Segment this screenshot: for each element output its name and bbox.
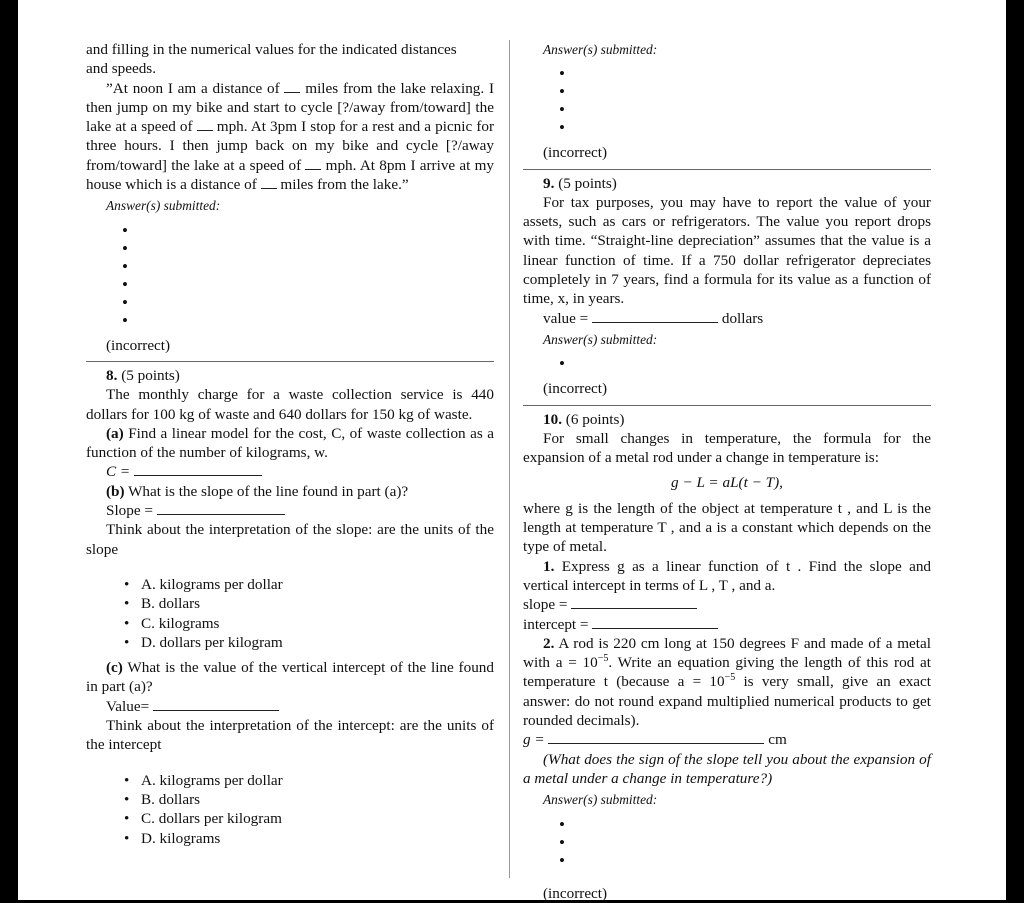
answer-list [523,355,931,373]
column-divider [509,40,510,878]
left-column [86,40,494,848]
intro-line: and speeds. [86,60,157,78]
intercept-option[interactable]: • C. dollars per kilogram [86,809,494,828]
answer-bullet [523,355,931,373]
answer-list [86,222,494,330]
answer-label: Slope = [106,502,153,520]
status-text: (incorrect) [543,884,608,902]
part-text: . Write an equation giving the length of this rod at temperature t (because a = 10 [523,654,931,691]
part-label: 2. [543,634,555,652]
part-text: What is the value of the vertical intercept of the line found in part (a)? [86,659,494,696]
slope-sign-question: (What does the sign of the slope tell you about the expansion of a metal under a change in temperature?) [523,750,931,787]
right-column [523,40,931,903]
value-answer-row [523,309,931,328]
answers-submitted-label: Answer(s) submitted: [543,792,658,808]
answer-bullet [523,119,931,137]
part-text: Find a linear model for the cost, C, of waste collection as a function of the number of kilograms, w. [86,424,494,462]
blank-speed-2 [305,157,321,170]
value-answer-row [86,697,494,716]
answer-bullet [523,816,931,834]
question-number: 9. [543,174,555,192]
question-number: 10. [543,410,562,428]
question-9-header [523,174,931,193]
answer-bullet [523,852,931,870]
section-rule [523,169,931,170]
part-c [86,658,494,697]
exponent: −5 [724,672,736,684]
story-paragraph [86,79,494,195]
answer-bullet [86,222,494,240]
intercept-option[interactable]: • D. kilograms [86,829,494,848]
answer-bullet [523,65,931,83]
intro-line: and filling in the numerical values for the indicated distances [86,41,457,58]
unit-label: dollars [721,309,764,327]
answer-label: Value= [106,697,150,715]
section-rule [523,405,931,406]
question-8-text: The monthly charge for a waste collection service is 440 dollars for 100 kg of waste and 640 dollars for 150 kg of waste. [86,386,494,423]
g-answer-row [523,730,931,749]
expansion-equation: g − L = aL(t − T), [671,474,783,492]
section-rule [86,361,494,362]
blank-speed-1 [197,118,213,131]
exponent: −5 [597,653,609,665]
value-answer-field[interactable] [592,310,718,323]
status-text: (incorrect) [543,144,608,162]
question-number: 8. [106,366,118,384]
story-text: mph. At 8pm I arrive at my house which is a distance of [86,156,495,194]
part-text: A rod is 220 cm long at 150 degrees F and made of a metal with a = 10 [523,634,931,672]
document-page [18,0,1006,900]
intercept-answer-field[interactable] [592,616,718,629]
answer-label: value = [543,309,589,327]
slope-answer-row [523,595,931,614]
value-answer-field[interactable] [153,698,279,711]
part-label: (a) [106,424,124,442]
status-text: (incorrect) [543,380,608,398]
slope-options [86,575,494,652]
question-9-text: For tax purposes, you may have to report the value of your assets, such as cars or refrigerators. The value you report drops with time. “Straight-line depreciation” assumes that the value is a linear function of time. If a 750 dollar refrigerator depreciates completely in 7 years, find a formula for its value as a function of time, x, in years. [523,193,931,308]
blank-distance-2 [261,176,277,189]
question-points: (5 points) [121,366,180,384]
intercept-option[interactable]: • A. kilograms per dollar [86,771,494,790]
answer-bullet [86,276,494,294]
intercept-answer-row [523,615,931,634]
question-10-header [523,410,931,429]
part-label: (b) [106,482,125,500]
answer-bullet [523,101,931,119]
unit-label: cm [768,731,787,749]
answer-bullet [86,240,494,258]
part-1 [523,557,931,596]
status-text: (incorrect) [106,336,171,354]
part-text: is very small, give an exact answer: do not round expand multiplied numerical products to get rounded decimals). [523,673,931,730]
answers-submitted-label: Answer(s) submitted: [543,42,658,57]
part-text: Express g as a linear function of t . Find the slope and vertical intercept in terms of L , T , and a. [523,557,932,594]
answers-submitted-label: Answer(s) submitted: [106,198,221,214]
answer-bullet [523,834,931,852]
answers-submitted-label: Answer(s) submitted: [543,331,658,347]
answer-label: g = [523,731,545,749]
story-text: mph. At 3pm I stop for a rest and a picnic for three hours. I then jump back on my bike and cycle [?/away from/toward] the lake at a speed of [86,118,495,174]
part-label: 1. [543,557,555,575]
answer-bullet [86,258,494,276]
slope-option[interactable]: • D. dollars per kilogram [86,633,494,652]
blank-distance-1 [284,80,300,93]
slope-think-text: Think about the interpretation of the slope: are the units of the slope [86,521,494,558]
g-answer-field[interactable] [548,731,764,744]
slope-answer-row [86,501,494,520]
answer-label: C = [106,463,131,481]
answer-label: intercept = [523,615,589,633]
question-8-header [86,366,494,385]
intercept-options [86,771,494,848]
slope-option[interactable]: • A. kilograms per dollar [86,575,494,594]
question-10-text: For small changes in temperature, the formula for the expansion of a metal rod under a change in temperature is: [523,429,931,467]
intercept-think-text: Think about the interpretation of the intercept: are the units of the intercept [86,717,494,754]
part-2 [523,634,931,730]
question-points: (6 points) [565,410,625,428]
slope-answer-field[interactable] [157,502,285,515]
answer-list [523,65,931,137]
part-b [86,482,494,501]
answer-bullet [86,294,494,312]
answer-bullet [523,83,931,101]
c-answer-row [86,462,494,481]
where-text: where g is the length of the object at temperature t , and L is the length at temperature T , and a is a constant which depends on the type of metal. [523,499,931,556]
story-text: miles from the lake relaxing. I then jump on my bike and start to cycle [?/away from/toward] the lake at a speed of [86,79,495,136]
part-text: What is the slope of the line found in part (a)? [128,482,409,500]
question-points: (5 points) [558,174,617,192]
part-label: (c) [106,659,123,677]
slope-answer-field[interactable] [571,596,697,609]
answer-list [523,816,931,870]
intercept-option[interactable]: • B. dollars [86,790,494,809]
slope-option[interactable]: • B. dollars [86,594,494,613]
slope-option[interactable]: • C. kilograms [86,614,494,633]
story-text: ”At noon I am a distance of [106,79,280,97]
answer-bullet [86,312,494,330]
story-text: miles from the lake.” [280,176,409,194]
part-a [86,424,494,463]
answer-label: slope = [523,596,568,614]
c-answer-field[interactable] [134,463,262,476]
